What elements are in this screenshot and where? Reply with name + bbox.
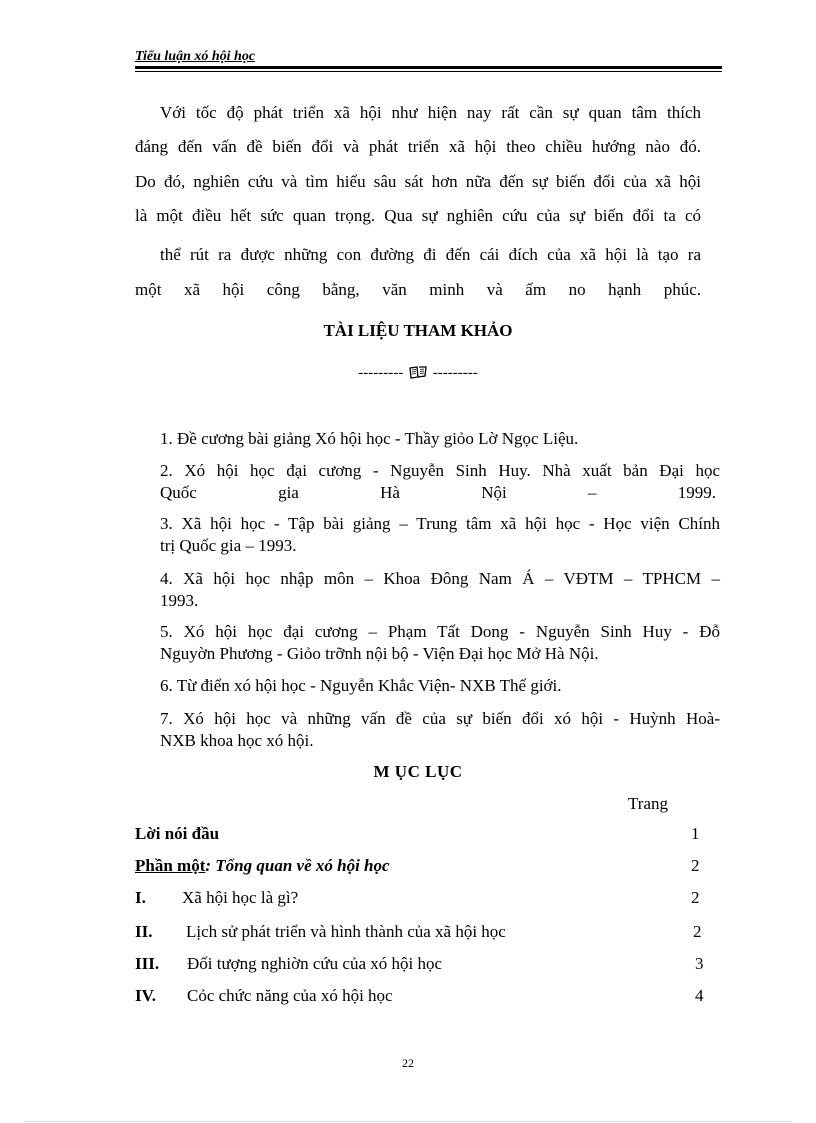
page-number: 22 — [402, 1056, 414, 1070]
header-rule-thick — [135, 66, 722, 69]
toc-entry-number: II. — [135, 922, 153, 941]
reference-line: 5. Xó hội học đại cương – Phạm Tất Dong - Nguyễn Sinh Huy - Đỗ — [160, 622, 720, 641]
toc-entry-number: IV. — [135, 986, 156, 1005]
toc-title: M ỤC LỤC — [373, 762, 463, 781]
reference-item — [160, 568, 720, 612]
book-icon — [408, 366, 428, 379]
toc-page-column-label: Trang — [628, 794, 668, 813]
reference-line: Nguyờn Phương - Giỏo trỡnh nội bộ - Viện Đại học Mở Hà Nội. — [160, 644, 599, 663]
toc-row — [135, 953, 710, 975]
reference-line: 6. Từ điển xó hội học - Nguyễn Khắc Viện- NXB Thế giới. — [160, 676, 562, 695]
reference-line: NXB khoa học xó hội. — [160, 731, 314, 750]
toc-row — [135, 985, 710, 1007]
toc-entry-label: Xã hội học là gì? — [182, 888, 299, 907]
intro-line: Do đó, nghiên cứu và tìm hiểu sâu sát hơn nữa đến sự biến đổi của xã hội — [135, 172, 701, 191]
intro-line: một xã hội công bằng, văn minh và ấm no hạnh phúc. — [135, 280, 701, 299]
reference-line: 2. Xó hội học đại cương - Nguyễn Sinh Huy. Nhà xuất bản Đại học — [160, 461, 720, 480]
reference-line: 1. Đề cương bài giảng Xó hội học - Thầy giỏo Lờ Ngọc Liệu. — [160, 429, 579, 448]
toc-entry-label: Lời nói đầu — [135, 824, 220, 843]
divider-dashes-left: --------- — [358, 365, 404, 381]
intro-line: thể rút ra được những con đường đi đến cái đích của xã hội là tạo ra — [160, 245, 701, 264]
page-header — [135, 49, 722, 65]
toc-entry-label: Đối tượng nghiờn cứu của xó hội học — [187, 954, 443, 973]
toc-entry-label: Lịch sử phát triển và hình thành của xã hội học — [186, 922, 506, 941]
reference-line: 1993. — [160, 591, 199, 610]
header-rule-thin — [135, 71, 722, 72]
reference-item — [160, 675, 720, 697]
reference-line: trị Quốc gia – 1993. — [160, 536, 297, 555]
toc-part-title: : Tổng quan về xó hội học — [205, 856, 390, 875]
reference-line: Quốc gia Hà Nội – 1999. — [160, 483, 716, 502]
reference-line: 3. Xã hội học - Tập bài giảng – Trung tâm xã hội học - Học viện Chính — [160, 514, 720, 533]
reference-item — [160, 621, 720, 665]
header-title: Tiểu luận xó hội học — [135, 49, 256, 64]
toc-entry-page: 1 — [691, 824, 700, 843]
toc-entry-number: III. — [135, 954, 160, 973]
toc-entry-label: Cỏc chức năng của xó hội học — [187, 986, 393, 1005]
page-bottom-border — [25, 1121, 791, 1122]
reference-item — [160, 513, 720, 557]
toc-entry-page: 4 — [695, 986, 704, 1005]
references-divider — [135, 365, 701, 382]
intro-line: đáng đến vấn đề biến đổi và phát triển xã hội theo chiều hướng nào đó. — [135, 137, 701, 156]
intro-line: là một điều hết sức quan trọng. Qua sự nghiên cứu của sự biến đổi ta có — [135, 206, 701, 225]
toc-entry-number: I. — [135, 888, 146, 907]
toc-entry-label — [135, 855, 390, 877]
reference-item — [160, 460, 720, 504]
divider-dashes-right: --------- — [432, 365, 478, 381]
toc-entry-page: 3 — [695, 954, 704, 973]
reference-line: 4. Xã hội học nhập môn – Khoa Đông Nam Á – VĐTM – TPHCM – — [160, 569, 720, 588]
toc-entry-page: 2 — [691, 856, 700, 875]
references-title: TÀI LIỆU THAM KHẢO — [323, 321, 513, 340]
toc-row — [135, 887, 710, 909]
toc-entry-page: 2 — [691, 888, 700, 907]
intro-line: Với tốc độ phát triển xã hội như hiện nay rất cần sự quan tâm thích — [160, 103, 701, 122]
toc-part-label: Phần một — [135, 856, 206, 875]
reference-line: 7. Xó hội học và những vấn đề của sự biến đổi xó hội - Huỳnh Hoà- — [160, 709, 720, 728]
reference-item — [160, 708, 720, 752]
toc-row — [135, 855, 710, 877]
toc-entry-page: 2 — [693, 922, 702, 941]
toc-row — [135, 921, 710, 943]
toc-row — [135, 823, 710, 845]
reference-item — [160, 428, 720, 450]
